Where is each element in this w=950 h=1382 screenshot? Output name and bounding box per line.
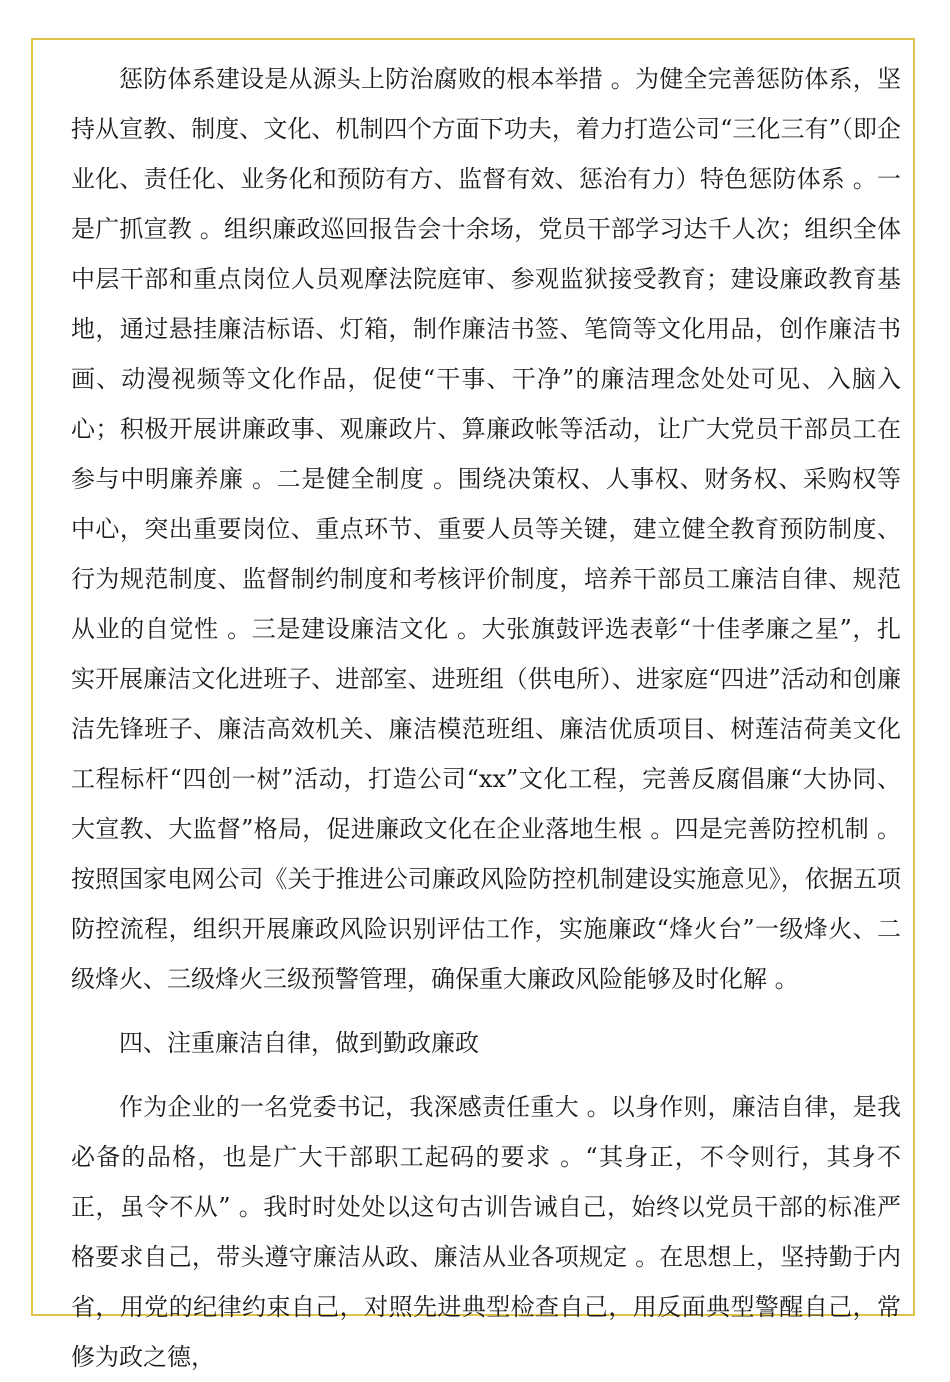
page-frame [31, 38, 915, 1371]
document-body [71, 54, 901, 1382]
section-heading: 四、注重廉洁自律，做到勤政廉政 [119, 1029, 479, 1057]
paragraph-self-discipline: 作为企业的一名党委书记，我深感责任重大 。以身作则，廉洁自律，是我必备的品格，也是广大干部职工起码的要求 。“其身正，不令则行，其身不正，虽令不从” 。我时时处处以这句古训告诫自己，始终以党员干部的标准严格要求自己，带头遵守廉洁从政、廉洁从业各项规定 。在思想上，坚持勤于内省，用党的纪律约束自己，对照先进典型检查自己，用反面典型警醒自己，常修为政之德， [71, 1093, 901, 1371]
paragraph-anticorruption-system: 惩防体系建设是从源头上防治腐败的根本举措 。为健全完善惩防体系，坚持从宣教、制度、文化、机制四个方面下功夫，着力打造公司“三化三有”（即企业化、责任化、业务化和预防有方、监督有效、惩治有力）特色惩防体系 。一是广抓宣教 。组织廉政巡回报告会十余场，党员干部学习达千人次；组织全体中层干部和重点岗位人员观摩法院庭审、参观监狱接受教育；建设廉政教育基地，通过悬挂廉洁标语、灯箱，制作廉洁书签、笔筒等文化用品，创作廉洁书画、动漫视频等文化作品，促使“干事、干净”的廉洁理念处处可见、入脑入心；积极开展讲廉政事、观廉政片、算廉政帐等活动，让广大党员干部员工在参与中明廉养廉 。二是健全制度 。围绕决策权、人事权、财务权、采购权等中心，突出重要岗位、重点环节、重要人员等关键，建立健全教育预防制度、行为规范制度、监督制约制度和考核评价制度，培养干部员工廉洁自律、规范从业的自觉性 。三是建设廉洁文化 。大张旗鼓评选表彰“十佳孝廉之星”，扎实开展廉洁文化进班子、进部室、进班组（供电所）、进家庭“四进”活动和创廉洁先锋班子、廉洁高效机关、廉洁模范班组、廉洁优质项目、树莲洁荷美文化工程标杆“四创一树”活动，打造公司“xx”文化工程，完善反腐倡廉“大协同、大宣教、大监督”格局，促进廉政文化在企业落地生根 。四是完善防控机制 。按照国家电网公司《关于推进公司廉政风险防控机制建设实施意见》，依据五项防控流程，组织开展廉政风险识别评估工作，实施廉政“烽火台”一级烽火、二级烽火、三级烽火三级预警管理，确保重大廉政风险能够及时化解 。 [71, 65, 901, 993]
